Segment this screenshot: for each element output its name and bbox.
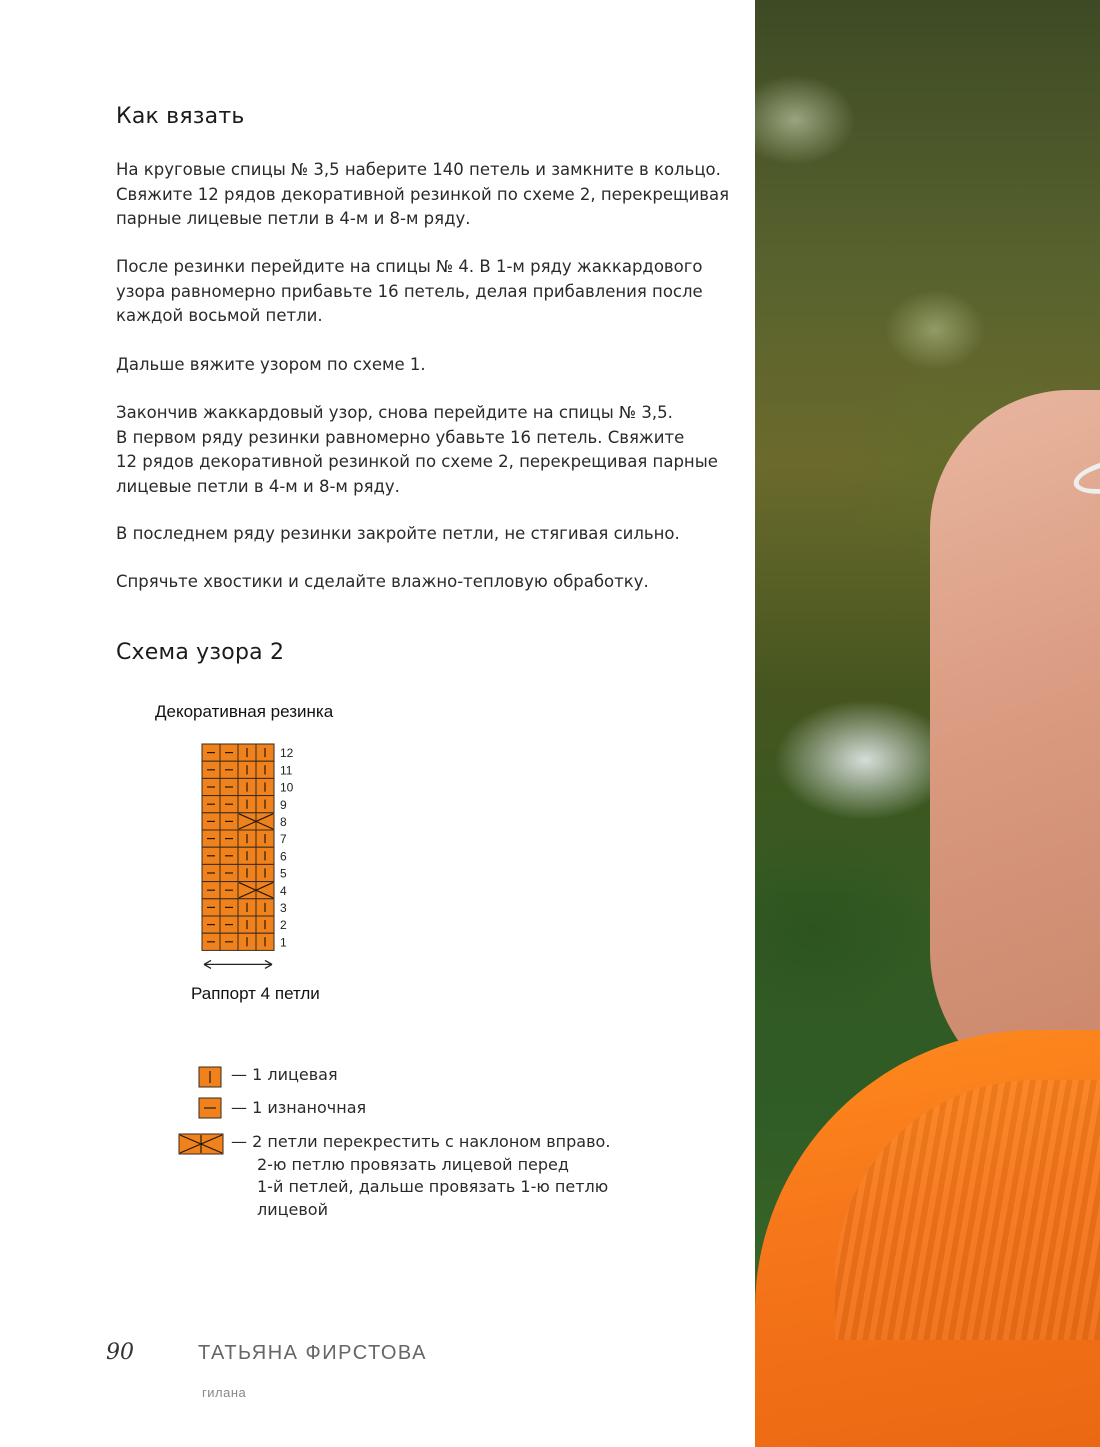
legend-line: — 2 петли перекрестить с наклоном вправо.: [231, 1132, 611, 1151]
legend-purl-icon: [198, 1097, 222, 1119]
instruction-paragraph: [116, 522, 716, 547]
instruction-line: После резинки перейдите на спицы № 4. В 1-м ряду жаккардового: [116, 257, 703, 276]
instruction-paragraph: [116, 401, 716, 499]
row-number: 2: [280, 918, 287, 933]
chart-cell: [256, 813, 274, 830]
instruction-paragraph: [116, 255, 716, 329]
instruction-paragraph: [116, 353, 716, 378]
author-name: ТАТЬЯНА ФИРСТОВА: [198, 1342, 427, 1364]
section-heading-how-to-knit: Как вязать: [116, 104, 245, 129]
instruction-paragraph: [116, 570, 716, 595]
legend-knit-text: [231, 1064, 338, 1087]
instruction-line: В последнем ряду резинки закройте петли, не стягивая сильно.: [116, 524, 680, 543]
legend-cross-icon: [178, 1133, 224, 1155]
instruction-line: Закончив жаккардовый узор, снова перейдите на спицы № 3,5.: [116, 403, 673, 422]
instruction-line: лицевые петли в 4-м и 8-м ряду.: [116, 476, 400, 496]
row-number: 6: [280, 849, 287, 864]
chart-cell: [256, 882, 274, 899]
repeat-label: Раппорт 4 петли: [191, 984, 320, 1003]
knitting-chart: [195, 738, 315, 973]
row-number: 7: [280, 832, 287, 847]
chart-cell: [238, 882, 256, 899]
legend-line: — 1 изнаночная: [231, 1098, 367, 1117]
row-number: 5: [280, 866, 287, 881]
row-number: 1: [280, 935, 287, 950]
chart-cell: [238, 813, 256, 830]
legend-knit-icon: [198, 1066, 222, 1088]
instruction-line: В первом ряду резинки равномерно убавьте 16 петель. Свяжите: [116, 427, 685, 447]
instruction-line: парные лицевые петли в 4-м и 8-м ряду.: [116, 209, 471, 228]
instruction-line: Дальше вяжите узором по схеме 1.: [116, 355, 426, 374]
row-number: 10: [280, 780, 294, 795]
chart-title: Декоративная резинка: [155, 702, 334, 721]
instruction-line: Спрячьте хвостики и сделайте влажно-тепловую обработку.: [116, 572, 649, 591]
photo-hand-orange-sleeve: [755, 0, 1100, 1447]
row-number: 4: [280, 883, 287, 898]
row-number: 3: [280, 901, 287, 915]
legend-line: 1-й петлей, дальше провязать 1-ю петлю: [257, 1177, 609, 1196]
publisher-label: гилана: [202, 1385, 247, 1400]
page-number: 90: [106, 1340, 134, 1365]
legend-line: 2-ю петлю провязать лицевой перед: [257, 1154, 569, 1174]
row-number: 12: [280, 746, 294, 761]
instruction-line: Свяжите 12 рядов декоративной резинкой по схеме 2, перекрещивая: [116, 184, 730, 204]
row-number: 11: [280, 763, 293, 778]
instruction-line: 12 рядов декоративной резинкой по схеме 2, перекрещивая парные: [116, 452, 718, 471]
row-number: 8: [280, 815, 287, 829]
legend-cross-text: [231, 1131, 610, 1221]
row-number: 9: [280, 797, 287, 812]
instruction-line: узора равномерно прибавьте 16 петель, делая прибавления после: [116, 281, 703, 301]
legend-line: лицевой: [257, 1199, 328, 1219]
section-heading-pattern-2: Схема узора 2: [116, 640, 285, 665]
instruction-paragraph: [116, 158, 730, 232]
hand-image: [930, 390, 1100, 1110]
instruction-line: каждой восьмой петли.: [116, 306, 323, 325]
legend-purl-text: [231, 1097, 366, 1120]
legend-line: — 1 лицевая: [231, 1065, 338, 1084]
instruction-line: На круговые спицы № 3,5 наберите 140 петель и замкните в кольцо.: [116, 160, 721, 179]
